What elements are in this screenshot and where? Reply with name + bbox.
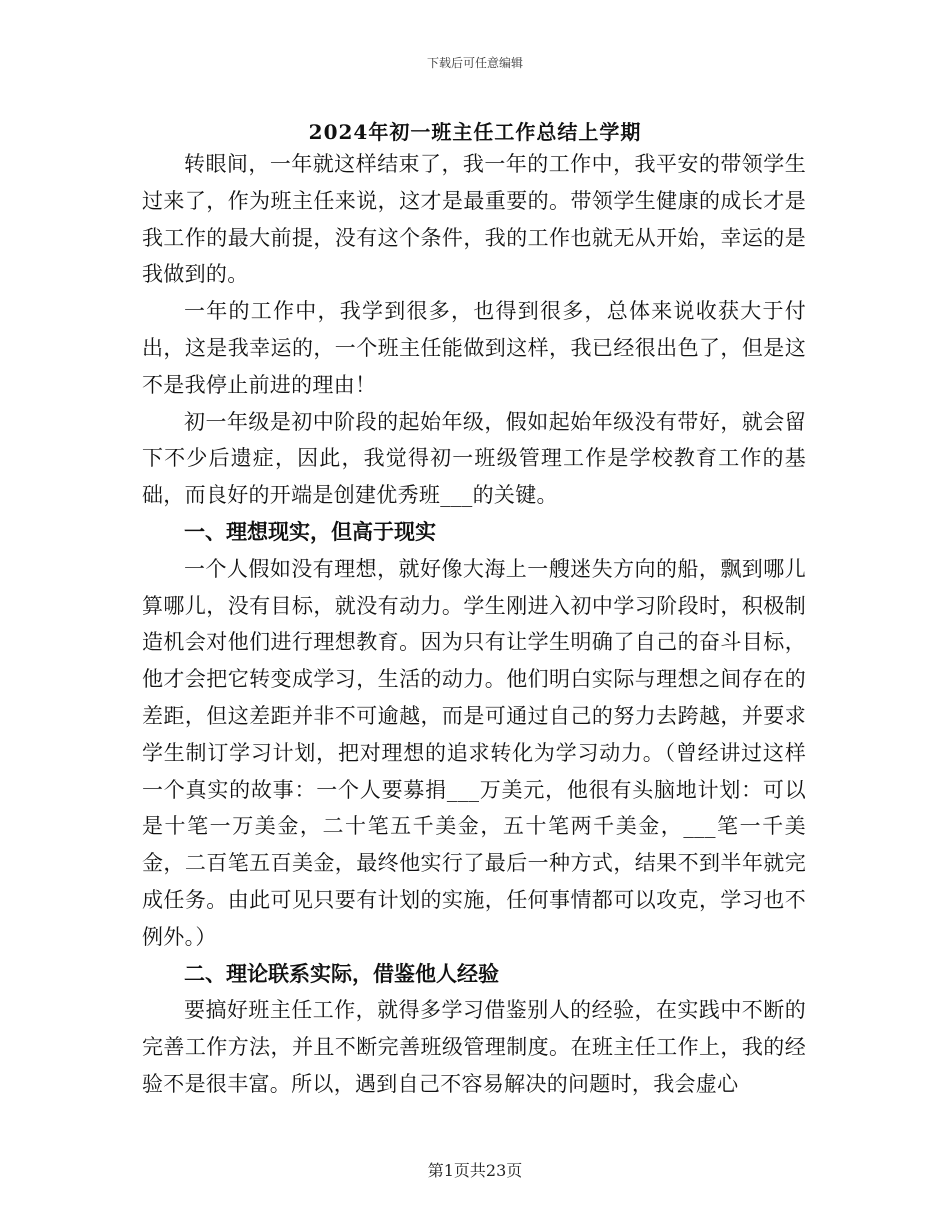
section-heading-1: 一、理想现实，但高于现实 — [184, 519, 436, 544]
paragraph-gains: 一年的工作中，我学到很多，也得到很多，总体来说收获大于付出，这是我幸运的，一个班主任能做到这样，我已经很出色了，但是这不是我停止前进的理由！ — [142, 299, 806, 397]
paragraph-ideals: 一个人假如没有理想，就好像大海上一艘迷失方向的船，飘到哪儿算哪儿，没有目标，就没有动力。学生刚进入初中学习阶段时，积极制造机会对他们进行理想教育。因为只有让学生明确了自己的奋斗目标，他才会把它转变成学习，生活的动力。他们明白实际与理想之间存在的差距，但这差距并非不可逾越，而是可通过自己的努力去跨越，并要求学生制订学习计划，把对理想的追求转化为学习动力。（曾经讲过这样一个真实的故事：一个人要募捐___万美元，他很有头脑地计划：可以是十笔一万美金，二十笔五千美金，五十笔两千美金，___笔一千美金，二百笔五百美金，最终他实行了最后一种方式，结果不到半年就完成任务。由此可见只要有计划的实施，任何事情都可以攻克，学习也不例外。） — [142, 556, 806, 949]
page-number: 第1页共23页 — [427, 1161, 523, 1180]
section-heading-2: 二、理论联系实际，借鉴他人经验 — [184, 961, 499, 986]
document-title: 2024年初一班主任工作总结上学期 — [308, 120, 642, 144]
paragraph-first-grade: 初一年级是初中阶段的起始年级，假如起始年级没有带好，就会留下不少后遗症，因此，我觉得初一班级管理工作是学校教育工作的基础，而良好的开端是创建优秀班___的关键。 — [142, 409, 806, 508]
paragraph-intro: 转眼间，一年就这样结束了，我一年的工作中，我平安的带领学生过来了，作为班主任来说，这才是最重要的。带领学生健康的成长才是我工作的最大前提，没有这个条件，我的工作也就无从开始，幸运的是我做到的。 — [142, 152, 806, 287]
page-header-note: 下载后可任意编辑 — [426, 56, 523, 70]
document-body — [142, 146, 806, 1103]
paragraph-experience: 要搞好班主任工作，就得多学习借鉴别人的经验，在实践中不断的完善工作方法，并且不断完善班级管理制度。在班主任工作上，我的经验不是很丰富。所以，遇到自己不容易解决的问题时，我会虚心 — [142, 998, 806, 1096]
